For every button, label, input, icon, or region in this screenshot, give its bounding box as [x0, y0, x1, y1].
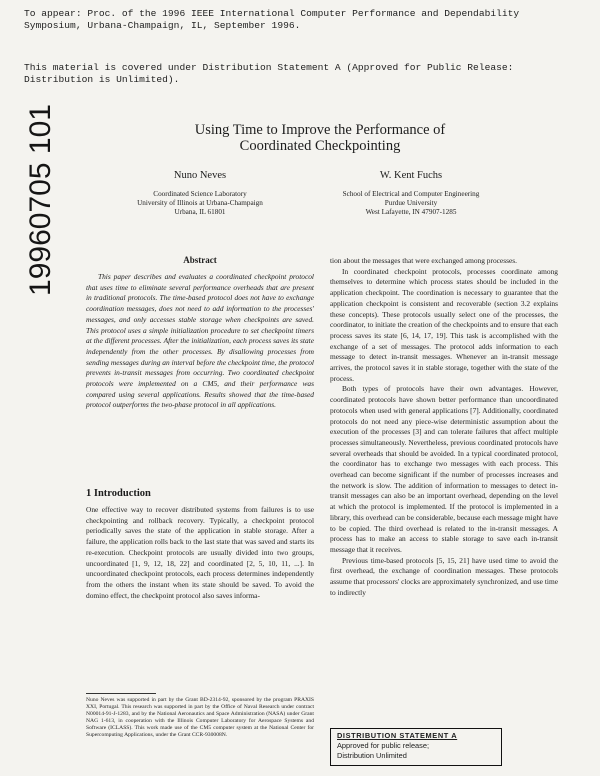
author-affiliation: Coordinated Science Laboratory: [153, 190, 247, 198]
author-affiliation: University of Illinois at Urbana-Champaign: [137, 199, 263, 207]
author-address: Urbana, IL 61801: [174, 208, 226, 216]
introduction-body: [86, 505, 314, 601]
author-name: Nuno Neves: [173, 170, 227, 181]
right-column: [330, 256, 558, 599]
distribution-statement-stamp: [330, 728, 502, 766]
abstract-body: [86, 272, 314, 411]
side-accession-stamp: [2, 100, 66, 300]
author-affiliation: Purdue University: [384, 199, 438, 207]
introduction-paragraph: One effective way to recover distributed systems from failures is to use checkpointing and rollback recovery. Typically, a checkpoint protocol periodically saves the state of the application in stable storage. After a failure, the application rolls back to the last state that was saved and starts its re-execution. Checkpoint protocols are usually divided into two groups, uncoordinated [1, 9, 12, 18, 22] and coordinated [2, 5, 10, 11, ...]. In uncoordinated checkpoint protocols, each process determines independently from the others the instant when its state should be saved. To avoid the domino effect, the checkpoint protocol also saves informa-: [86, 505, 314, 600]
header-line-1: To appear: Proc. of the 1996 IEEE International Computer Performance and Dependability: [24, 8, 520, 19]
author-name: W. Kent Fuchs: [379, 170, 443, 181]
title-line-2: Coordinated Checkpointing: [239, 138, 401, 154]
right-paragraph-4: Previous time-based protocols [5, 15, 21] have used time to avoid the first overhead, the exchange of coordination messages. These protocols assume that processors' clocks are approximately synchronized, and use time to indirectly: [330, 555, 558, 597]
abstract-text: This paper describes and evaluates a coordinated checkpoint protocol that uses time to eliminate several performance overheads that are present in traditional protocols. The time-based protocol does not have to exchange coordination messages, does not need to add information to the processes' messages, and only accesses stable storage when checkpoints are saved. This protocol uses a simple initialization procedure to set checkpoint timers at the different processes. After the initialization, each process saves its state independently from the other processes. By disallowing processes from sending messages during an interval before the checkpoint time, the protocol prevents in-transit messages from occurring. Two coordinated checkpoint protocols were implemented on a CM5, and their performance was compared using several applications. Results showed that the time-based protocol outperforms the two-phase protocol in all applications.: [86, 272, 314, 410]
publication-header: [24, 8, 584, 32]
side-stamp-text: 19960705 101: [24, 104, 57, 296]
right-paragraph-3: Both types of protocols have their own advantages. However, coordinated protocols have shown better performance than uncoordinated protocols when used with general applications [7]. Additionally, coordinated protocols do not need any piece-wise deterministic assumption about the execution of the processes [3] and can tolerate failures that affect multiple processes simultaneously. Nevertheless, previous coordinated protocols have several overheads that should be avoided. In a typical coordinated protocol, the coordinator has to exchange two messages with each process. This overhead can become significant if the number of processes increases and the network is slow. The addition of information to messages to detect in-transit messages can also be an important overhead, depending on the level at which the protocol is implemented. If the protocol is implemented in a library, this overhead can be considerable, because each message might have to be copied. The third overhead is related to the in-transit messages. A process has to make an access to stable storage to save each in-transit message that it receives.: [330, 384, 558, 554]
abstract-heading: Abstract: [183, 255, 217, 265]
footnote-rule: [86, 693, 156, 694]
title-line-1: Using Time to Improve the Performance of: [194, 122, 446, 138]
distribution-notice: [24, 62, 584, 86]
author-block-2: [306, 170, 516, 217]
author-address: West Lafayette, IN 47907-1285: [365, 208, 457, 216]
author-block-1: [95, 170, 305, 217]
paper-title: [120, 122, 520, 154]
right-paragraph-2: In coordinated checkpoint protocols, processes coordinate among themselves to determine which process states should be included in the application checkpoint. The coordination is necessary to guarantee that the application checkpoint is consistent and recoverable (section 3.2 explains these concepts). These protocols usually select one of the processes, the coordinator, to initiate the creation of the checkpoints and to ensure that each process saves its state [6, 14, 17, 19]. This task is accomplished with the exchange of a set of messages. The protocol adds information to each message to detect in-transit messages. Whenever an in-transit message arrives, the protocol saves it in stable storage, together with the state of the process.: [330, 266, 558, 383]
stamp-line-3: Distribution Unlimited: [337, 751, 407, 760]
author-affiliation: School of Electrical and Computer Engineering: [342, 190, 480, 198]
right-paragraph-1: tion about the messages that were exchanged among processes.: [330, 256, 517, 265]
section-heading-introduction: 1 Introduction: [86, 488, 151, 499]
header-line-2: Symposium, Urbana-Champaign, IL, September 1996.: [24, 20, 301, 31]
stamp-line-1: DISTRIBUTION STATEMENT A: [337, 731, 458, 740]
footnote: Nuno Neves was supported in part by the Grant BD-2314-92, sponsored by the program PRAXIS XXI, Portugal. This research was supported in part by the Office of Naval Research under contract N00014-91-J-1283, and by the National Aeronautics and Space Administration (NASA) under Grant NAG 1-613, in cooperation with the Illinois Computer Laboratory for Aerospace Systems and Software (ICLASS). This work made use of the CM5 computer system at the National Center for Supercomputing Applications, under the Grant CCR-930008N.: [86, 697, 314, 738]
stamp-line-2: Approved for public release;: [337, 741, 430, 750]
notice-line-2: Distribution is Unlimited).: [24, 74, 180, 85]
notice-line-1: This material is covered under Distribution Statement A (Approved for Public Release:: [24, 62, 514, 73]
